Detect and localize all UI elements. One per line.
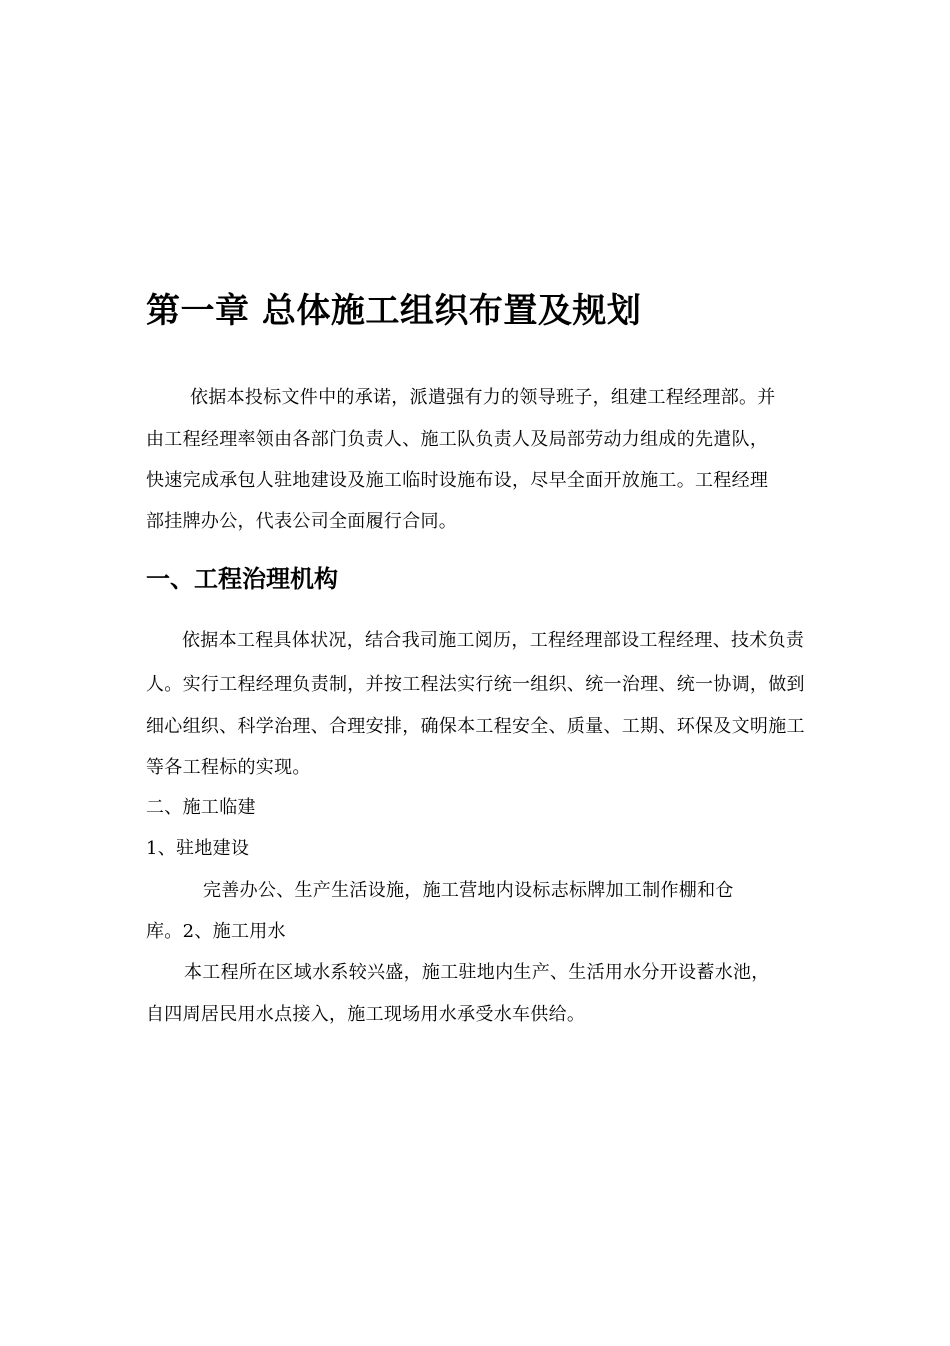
- chapter-title: 第一章 总体施工组织布置及规划: [146, 291, 642, 331]
- section1-heading: 一、工程治理机构: [146, 564, 338, 593]
- intro-line-3: 快速完成承包人驻地建设及施工临时设施布设，尽早全面开放施工。工程经理: [146, 470, 769, 491]
- section1-line-1: 依据本工程具体状况，结合我司施工阅历，工程经理部设工程经理、技术负责: [182, 630, 805, 651]
- subsection1-line-1: 完善办公、生产生活设施，施工营地内设标志标牌加工制作棚和仓: [203, 880, 734, 901]
- water-line-2: 自四周居民用水点接入，施工现场用水承受水车供给。: [146, 1004, 586, 1025]
- section1-line-4: 等各工程标的实现。: [146, 757, 311, 778]
- subsection1-heading: 1、驻地建设: [146, 838, 250, 859]
- subsection1-line-2: 库。2、施工用水: [146, 921, 286, 942]
- intro-line-1: 依据本投标文件中的承诺，派遣强有力的领导班子，组建工程经理部。并: [190, 387, 776, 408]
- intro-line-4: 部挂牌办公，代表公司全面履行合同。: [146, 511, 458, 532]
- section1-line-3: 细心组织、科学治理、合理安排，确保本工程安全、质量、工期、环保及文明施工: [146, 716, 805, 737]
- section2-heading: 二、施工临建: [146, 797, 256, 818]
- water-line-1: 本工程所在区域水系较兴盛，施工驻地内生产、生活用水分开设蓄水池，: [184, 962, 770, 983]
- intro-line-2: 由工程经理率领由各部门负责人、施工队负责人及局部劳动力组成的先遣队，: [146, 429, 769, 450]
- section1-line-2: 人。实行工程经理负责制，并按工程法实行统一组织、统一治理、统一协调，做到: [146, 674, 805, 695]
